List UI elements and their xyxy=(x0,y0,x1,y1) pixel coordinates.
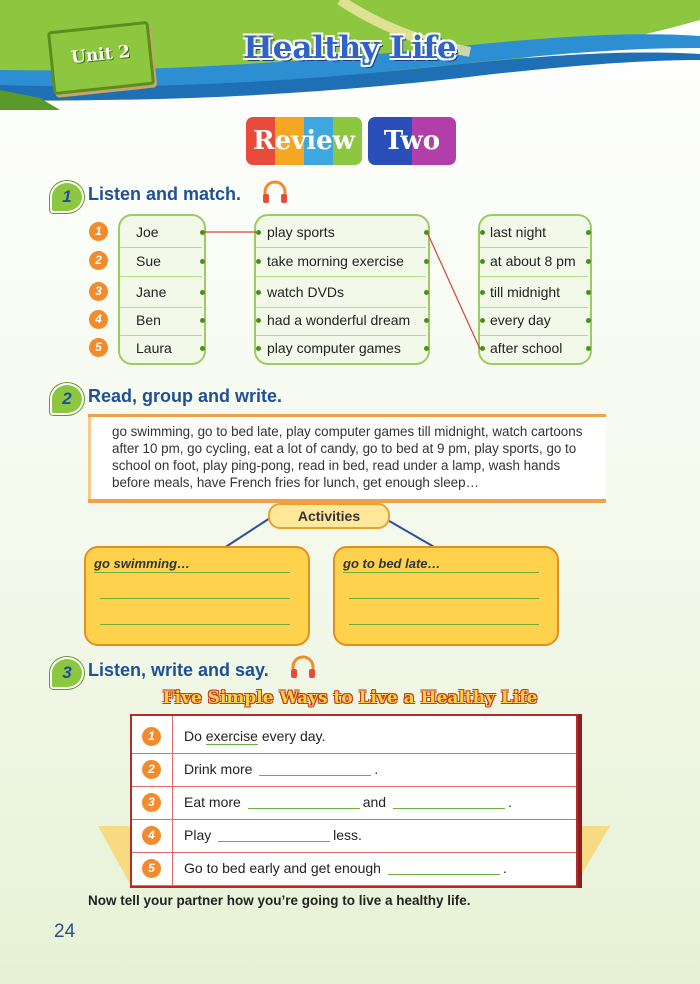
ways-row-text: Drink more xyxy=(184,761,253,777)
activity-item-4[interactable]: had a wonderful dream xyxy=(267,312,411,328)
ways-row-number: 3 xyxy=(142,793,161,812)
ways-row-number: 5 xyxy=(142,859,161,878)
ways-row-5 xyxy=(132,852,576,886)
ways-row-text: less. xyxy=(333,827,362,843)
ways-table xyxy=(130,714,578,888)
answer-blank[interactable] xyxy=(388,860,500,875)
answer-blank[interactable] xyxy=(259,761,371,776)
name-item-2[interactable]: Sue xyxy=(136,253,161,269)
ways-row-text: . xyxy=(502,860,507,876)
item-number-5: 5 xyxy=(89,338,108,357)
activities-label: Activities xyxy=(268,503,390,529)
page-number: 24 xyxy=(54,921,76,942)
unit-badge: Unit 2 xyxy=(47,21,155,95)
item-number-1: 1 xyxy=(89,222,108,241)
time-item-5[interactable]: after school xyxy=(490,340,563,356)
ways-row-text: every day. xyxy=(261,728,326,744)
two-label: Two xyxy=(368,117,456,165)
name-item-3[interactable]: Jane xyxy=(136,284,167,300)
ways-row-number: 2 xyxy=(142,760,161,779)
ways-row-2 xyxy=(132,753,576,787)
time-item-2[interactable]: at about 8 pm xyxy=(490,253,576,269)
bottom-instruction: Now tell your partner how you’re going to live a healthy life. xyxy=(88,893,471,908)
activity-item-2[interactable]: take morning exercise xyxy=(267,253,404,269)
example-answer: exercise xyxy=(205,728,258,744)
right-group-label: go to bed late… xyxy=(343,556,441,571)
ways-row-number: 1 xyxy=(142,727,161,746)
section-1-number: 1 xyxy=(50,181,84,213)
name-item-5[interactable]: Laura xyxy=(136,340,172,356)
ways-row-text: . xyxy=(374,761,379,777)
ways-row-text: Eat more xyxy=(184,794,241,810)
name-item-4[interactable]: Ben xyxy=(136,312,161,328)
review-label: Review xyxy=(246,117,362,165)
section-1-title: Listen and match. xyxy=(88,184,242,204)
left-group-label: go swimming… xyxy=(94,556,191,571)
answer-blank[interactable] xyxy=(393,794,505,809)
ways-row-number: 4 xyxy=(142,826,161,845)
item-number-3: 3 xyxy=(89,282,108,301)
time-item-1[interactable]: last night xyxy=(490,224,547,240)
ways-table-title: Five Simple Ways to Live a Healthy Life xyxy=(162,688,538,708)
section-3-number: 3 xyxy=(50,657,84,689)
ways-row-4 xyxy=(132,819,576,853)
ways-row-text: Go to bed early and get enough xyxy=(184,860,381,876)
ways-row-3 xyxy=(132,786,576,820)
time-item-4[interactable]: every day xyxy=(490,312,551,328)
ways-row-text: and xyxy=(362,794,387,810)
activity-item-1[interactable]: play sports xyxy=(267,224,335,240)
ways-row-text: Do xyxy=(184,728,202,744)
section-2-title: Read, group and write. xyxy=(88,386,283,406)
name-item-1[interactable]: Joe xyxy=(136,224,159,240)
word-bank-text: go swimming, go to bed late, play computer games till midnight, watch cartoons after 10 pm, go cycling, eat a lot of candy, go to bed at 9 pm, play sports, go to school on foot, play ping-pong, read in bed, read under a lamp, wash hands before meals, have French fries for lunch, get enough sleep… xyxy=(112,424,583,490)
section-2-number: 2 xyxy=(50,383,84,415)
ways-row-1 xyxy=(132,720,576,754)
activity-item-5[interactable]: play computer games xyxy=(267,340,401,356)
item-number-2: 2 xyxy=(89,251,108,270)
ways-row-text: Play xyxy=(184,827,212,843)
time-item-3[interactable]: till midnight xyxy=(490,284,561,300)
section-3-title: Listen, write and say. xyxy=(88,660,269,680)
ways-row-text: . xyxy=(507,794,512,810)
page-title: Healthy Life xyxy=(243,30,457,66)
item-number-4: 4 xyxy=(89,310,108,329)
activity-item-3[interactable]: watch DVDs xyxy=(267,284,345,300)
answer-blank[interactable] xyxy=(248,794,360,809)
answer-blank[interactable] xyxy=(218,827,330,842)
